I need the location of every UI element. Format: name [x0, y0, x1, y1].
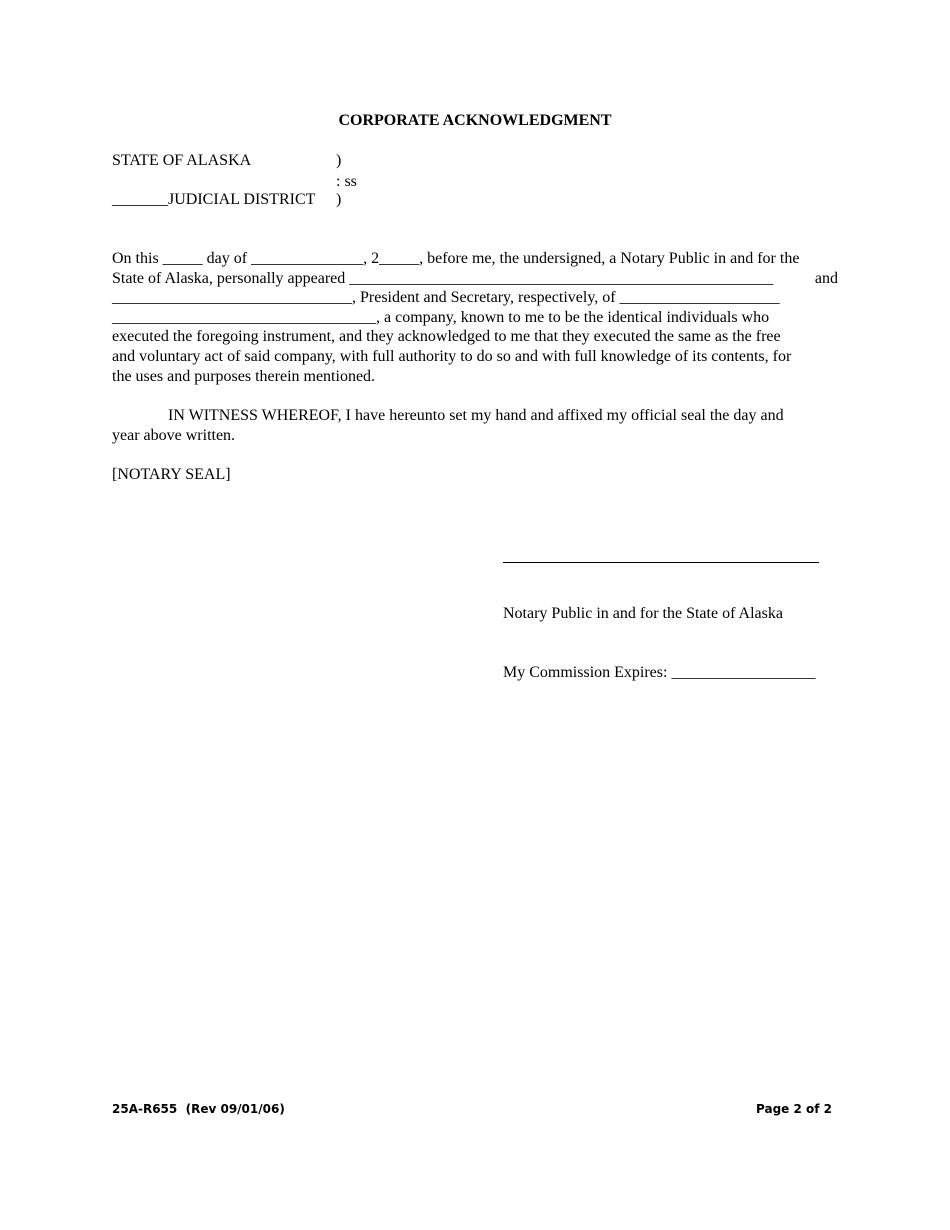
notary-title: Notary Public in and for the State of Alaska — [503, 605, 783, 623]
witness-line: year above written. — [112, 426, 236, 444]
document-title: CORPORATE ACKNOWLEDGMENT — [338, 112, 612, 129]
signature-block — [503, 505, 819, 702]
paragraph-line: the uses and purposes therein mentioned. — [112, 367, 376, 385]
notary-seal-label: [NOTARY SEAL] — [112, 466, 231, 483]
witness-line: IN WITNESS WHEREOF, I have hereunto set my hand and affixed my official seal the day and — [168, 407, 784, 424]
commission-expires: My Commission Expires: __________________ — [503, 664, 816, 682]
paragraph-line-right: and — [814, 269, 838, 287]
paragraph-line: and voluntary act of said company, with full authority to do so and with full knowledge of its contents, for — [112, 347, 792, 365]
acknowledgment-paragraph — [112, 249, 838, 386]
paragraph-line: On this _____ day of ______________, 2_____, before me, the undersigned, a Notary Public in and for the — [112, 250, 800, 267]
form-number: 25A-R655 (Rev 09/01/06) — [112, 1102, 285, 1116]
page-number: Page 2 of 2 — [756, 1102, 832, 1116]
signature-line — [503, 544, 819, 563]
witness-paragraph — [112, 406, 838, 445]
paragraph-line: executed the foregoing instrument, and they acknowledged to me that they executed the same as the free — [112, 328, 781, 346]
venue-ss: : ss — [336, 173, 357, 190]
paragraph-line-left: State of Alaska, personally appeared _____________________________________________________ — [112, 269, 774, 287]
venue-paren-top: ) — [336, 152, 342, 169]
paragraph-line — [112, 269, 838, 289]
venue-paren-bottom: ) — [336, 191, 342, 208]
venue-state: STATE OF ALASKA — [112, 152, 252, 169]
venue-district: _______JUDICIAL DISTRICT — [112, 191, 316, 208]
paragraph-line: _________________________________, a company, known to me to be the identical individuals who — [112, 308, 770, 326]
paragraph-line: ______________________________, President and Secretary, respectively, of ____________________ — [112, 289, 780, 307]
